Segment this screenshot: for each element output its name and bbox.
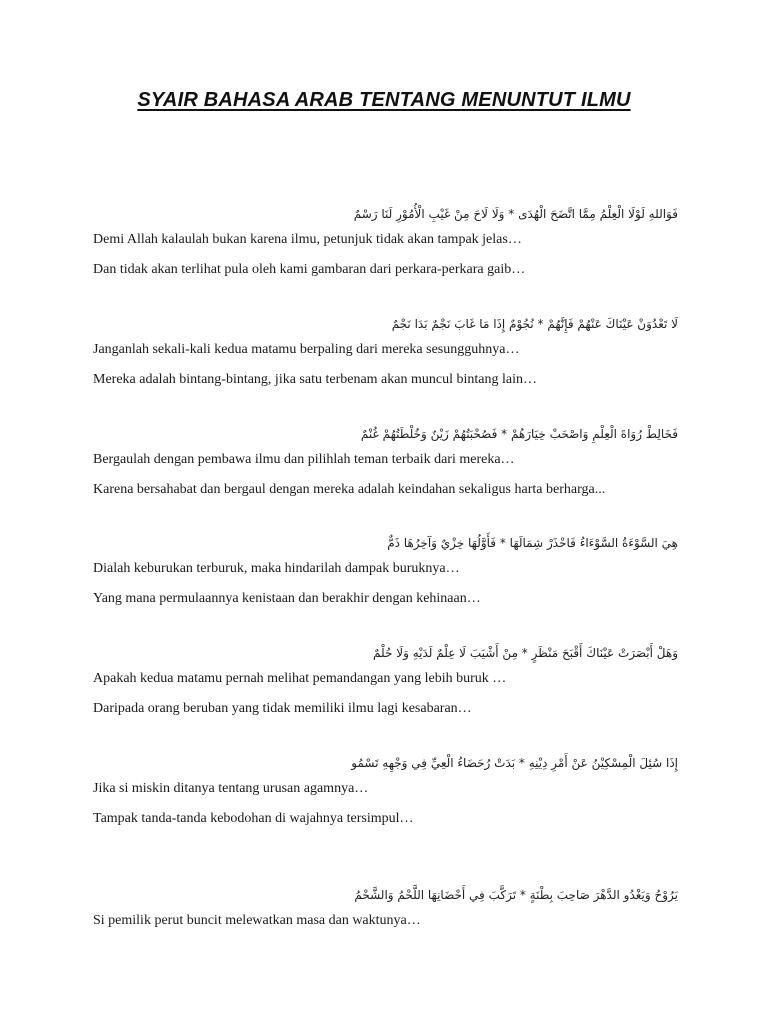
stanza xyxy=(93,313,678,395)
translation-line: Dialah keburukan terburuk, maka hindarilah dampak buruknya… xyxy=(93,561,460,576)
translation-line: Dan tidak akan terlihat pula oleh kami gambaran dari perkara-perkara gaib… xyxy=(93,262,526,277)
document-title: SYAIR BAHASA ARAB TENTANG MENUNTUT ILMU xyxy=(137,89,631,111)
translation-line: Mereka adalah bintang-bintang, jika satu terbenam akan muncul bintang lain… xyxy=(93,372,537,387)
translation-line: Daripada orang beruban yang tidak memiliki ilmu lagi kesabaran… xyxy=(93,701,472,716)
translation-line: Yang mana permulaannya kenistaan dan berakhir dengan kehinaan… xyxy=(93,591,481,606)
arabic-verse: فَوَاللهِ لَوْلَا الْعِلْمُ مِمَّا اتَّضَحَ الْهُدَى * وَلَا لَاحَ مِنْ غَيْبِ الْأُمُوْرِ لَنَا رَسْمٌ xyxy=(353,207,678,221)
stanza xyxy=(93,423,678,505)
stanza xyxy=(93,203,678,285)
arabic-verse: وَهَلْ أَبْصَرَتْ عَيْنَاكَ أَقْبَحَ مَنْظَرٍ * مِنْ أَشْيَبَ لَا عِلْمٌ لَدَيْهِ وَلَا حُلْمٌ xyxy=(373,646,678,660)
translation-line: Bergaulah dengan pembawa ilmu dan pilihlah teman terbaik dari mereka… xyxy=(93,452,515,467)
stanza xyxy=(93,884,678,936)
stanza xyxy=(93,752,678,834)
arabic-verse: إِذَا سُئِلَ الْمِسْكِيْنُ عَنْ أَمْرِ دِيْنِهِ * بَدَتْ رُحَضَاءُ الْعِيِّ فِي وَجْهِهِ تَسْمُو xyxy=(351,756,678,770)
translation-line: Demi Allah kalaulah bukan karena ilmu, petunjuk tidak akan tampak jelas… xyxy=(93,232,522,247)
arabic-verse: فَخَالِطْ رُوَاةَ الْعِلْمِ وَاصْحَبْ خِيَارَهُمْ * فَصُحْبَتُهُمْ زَيْنٌ وَخُلْطَتُهُمْ غُنْمٌ xyxy=(360,427,678,441)
translation-line: Tampak tanda-tanda kebodohan di wajahnya tersimpul… xyxy=(93,811,414,826)
stanza xyxy=(93,642,678,724)
stanza xyxy=(93,532,678,614)
translation-line: Janganlah sekali-kali kedua matamu berpaling dari mereka sesungguhnya… xyxy=(93,342,520,357)
arabic-verse: لَا تَعْدُوَنْ عَيْنَاكَ عَنْهُمْ فَإِنَّهُمْ * نُجُوْمٌ إِذَا مَا غَابَ نَجْمٌ بَدَا نَجْمٌ xyxy=(391,317,678,331)
translation-line: Jika si miskin ditanya tentang urusan agamnya… xyxy=(93,781,369,796)
arabic-verse: هِيَ السَّوْءَةُ السَّوْءَاءُ فَاحْذَرْ شِمَالَهَا * فَأَوَّلُهَا خِزْيٌ وَآخِرُهَا ذَمٌّ xyxy=(387,536,678,550)
translation-line: Si pemilik perut buncit melewatkan masa dan waktunya… xyxy=(93,913,421,928)
arabic-verse: يَرُوْحُ وَيَغْدُو الدَّهْرَ صَاحِبَ بِطْنَةٍ * تَرَكَّبَ فِي أَحْضَانِهَا اللَّحْمُ وَالشَّحْمُ xyxy=(354,888,678,902)
translation-line: Apakah kedua matamu pernah melihat pemandangan yang lebih buruk … xyxy=(93,671,507,686)
translation-line: Karena bersahabat dan bergaul dengan mereka adalah keindahan sekaligus harta berharga... xyxy=(93,482,606,497)
